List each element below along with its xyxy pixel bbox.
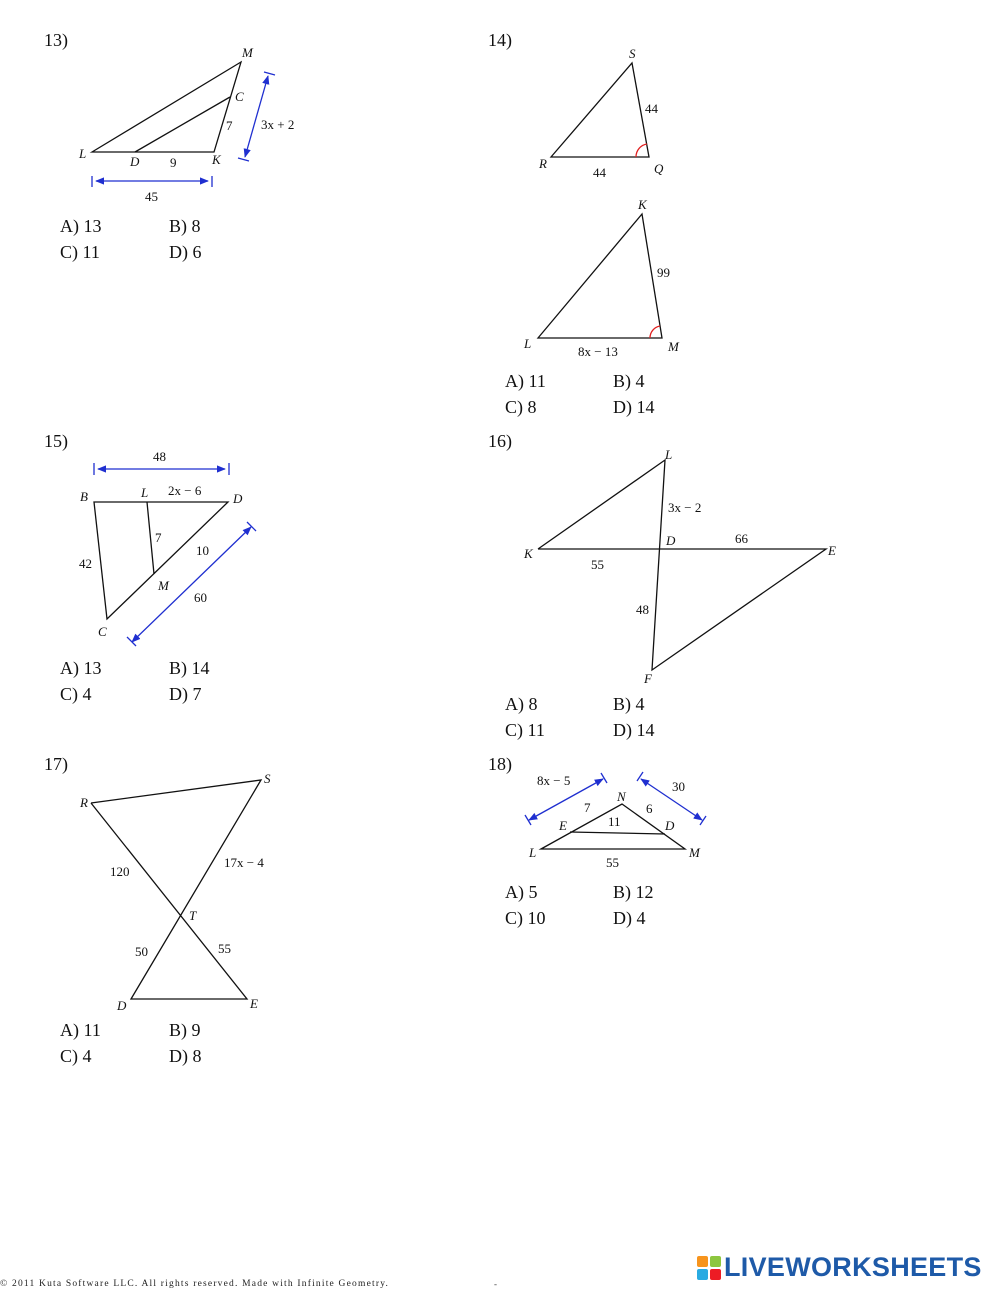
choice-17-a[interactable]: A) 11 — [60, 1020, 101, 1040]
segment-ed — [570, 832, 665, 834]
label-16-F: F — [644, 671, 652, 686]
label-17-S: S — [264, 771, 271, 786]
side-15-42: 42 — [79, 556, 92, 571]
label-15-B: B — [80, 489, 88, 504]
label-18-M: M — [689, 845, 700, 860]
dimension-arrow-60 — [132, 527, 251, 642]
choice-14-c[interactable]: C) 8 — [505, 397, 537, 417]
choice-15-b[interactable]: B) 14 — [169, 658, 210, 678]
side-13-9: 9 — [170, 155, 177, 170]
label-18-E: E — [559, 818, 567, 833]
choice-16-b[interactable]: B) 4 — [613, 694, 645, 714]
choice-16-c[interactable]: C) 11 — [505, 720, 545, 740]
side-16-expr: 3x − 2 — [668, 500, 702, 515]
choice-17-b[interactable]: B) 9 — [169, 1020, 201, 1040]
label-14-Q: Q — [654, 161, 664, 176]
figure-13-arrows — [92, 72, 275, 187]
logo-blocks-icon — [697, 1256, 721, 1280]
choice-13-a[interactable]: A) 13 — [60, 216, 102, 236]
choice-14-a[interactable]: A) 11 — [505, 371, 546, 391]
figure-17 — [91, 780, 261, 999]
label-15-D: D — [233, 491, 243, 506]
side-14-expr: 8x − 13 — [578, 344, 618, 359]
tick — [238, 158, 249, 161]
label-15-M: M — [158, 578, 169, 593]
label-18-N: N — [617, 789, 626, 804]
triangle-lkm — [538, 214, 662, 338]
label-16-L: L — [665, 447, 673, 462]
label-14-K: K — [638, 197, 647, 212]
choice-13-b[interactable]: B) 8 — [169, 216, 201, 236]
side-18-7: 7 — [584, 800, 591, 815]
label-18-D: D — [665, 818, 675, 833]
problem-16-number: 16) — [488, 431, 512, 451]
label-18-L: L — [529, 845, 537, 860]
choice-18-c[interactable]: C) 10 — [505, 908, 546, 928]
brand-text: LIVEWORKSHEETS — [724, 1252, 982, 1282]
label-13-M: M — [242, 45, 253, 60]
choice-15-c[interactable]: C) 4 — [60, 684, 92, 704]
side-15-60: 60 — [194, 590, 207, 605]
side-14-99: 99 — [657, 265, 670, 280]
choice-18-d[interactable]: D) 4 — [613, 908, 646, 928]
page-mark: - — [494, 1279, 497, 1289]
side-16-48: 48 — [636, 602, 649, 617]
choice-17-d[interactable]: D) 8 — [169, 1046, 202, 1066]
label-15-L: L — [141, 485, 149, 500]
label-14-L: L — [524, 336, 532, 351]
side-15-48: 48 — [153, 449, 166, 464]
choice-18-b[interactable]: B) 12 — [613, 882, 654, 902]
side-16-55: 55 — [591, 557, 604, 572]
choice-17-c[interactable]: C) 4 — [60, 1046, 92, 1066]
angle-mark-q — [636, 144, 647, 157]
side-17-55: 55 — [218, 941, 231, 956]
triangle-rsq — [551, 63, 649, 157]
tick — [127, 637, 136, 646]
choice-14-b[interactable]: B) 4 — [613, 371, 645, 391]
choice-15-d[interactable]: D) 7 — [169, 684, 202, 704]
tick — [601, 773, 607, 783]
tick — [700, 816, 706, 825]
side-18-expr: 8x − 5 — [537, 773, 571, 788]
label-13-D: D — [130, 154, 140, 169]
angle-mark-m — [650, 326, 660, 338]
figure-16 — [538, 460, 826, 670]
segment-lm — [147, 502, 154, 574]
side-17-expr: 17x − 4 — [224, 855, 264, 870]
figure-15 — [94, 502, 228, 619]
segment-dc — [135, 97, 230, 152]
label-16-D: D — [666, 533, 676, 548]
problem-14-number: 14) — [488, 30, 512, 50]
label-15-C: C — [98, 624, 107, 639]
figure-13 — [92, 62, 241, 152]
side-15-expr: 2x − 6 — [168, 483, 202, 498]
label-17-E: E — [250, 996, 258, 1011]
choice-13-c[interactable]: C) 11 — [60, 242, 100, 262]
side-13-45: 45 — [145, 189, 158, 204]
label-14-R: R — [539, 156, 547, 171]
side-13-7: 7 — [226, 118, 233, 133]
side-18-6: 6 — [646, 801, 653, 816]
choice-16-d[interactable]: D) 14 — [613, 720, 655, 740]
label-13-C: C — [235, 89, 244, 104]
label-14-S: S — [629, 46, 636, 61]
triangle-lmk — [92, 62, 241, 152]
label-14-M: M — [668, 339, 679, 354]
copyright-footer: © 2011 Kuta Software LLC. All rights reserved. Made with Infinite Geometry. — [0, 1279, 390, 1289]
choice-18-a[interactable]: A) 5 — [505, 882, 538, 902]
choice-15-a[interactable]: A) 13 — [60, 658, 102, 678]
label-16-E: E — [828, 543, 836, 558]
bowtie-rsde — [91, 780, 261, 999]
label-17-T: T — [189, 908, 197, 923]
side-15-7: 7 — [155, 530, 162, 545]
choice-14-d[interactable]: D) 14 — [613, 397, 655, 417]
choice-16-a[interactable]: A) 8 — [505, 694, 538, 714]
problem-18-number: 18) — [488, 754, 512, 774]
liveworksheets-logo[interactable] — [697, 1252, 982, 1283]
side-17-120: 120 — [110, 864, 130, 879]
label-13-K: K — [212, 152, 221, 167]
label-17-R: R — [80, 795, 88, 810]
tick — [264, 72, 275, 75]
side-18-30: 30 — [672, 779, 685, 794]
label-16-K: K — [524, 546, 533, 561]
label-17-D: D — [117, 998, 127, 1013]
side-17-50: 50 — [135, 944, 148, 959]
side-15-10: 10 — [196, 543, 209, 558]
problem-13-number: 13) — [44, 30, 68, 50]
choice-13-d[interactable]: D) 6 — [169, 242, 202, 262]
side-18-11: 11 — [608, 814, 621, 829]
side-14-44-rq: 44 — [593, 165, 606, 180]
side-18-55: 55 — [606, 855, 619, 870]
side-14-44-sq: 44 — [645, 101, 658, 116]
label-13-L: L — [79, 146, 87, 161]
triangle-bdc — [94, 502, 228, 619]
bowtie-klfe — [538, 460, 826, 670]
side-16-66: 66 — [735, 531, 748, 546]
side-13-expr: 3x + 2 — [261, 117, 295, 132]
problem-15-number: 15) — [44, 431, 68, 451]
problem-17-number: 17) — [44, 754, 68, 774]
